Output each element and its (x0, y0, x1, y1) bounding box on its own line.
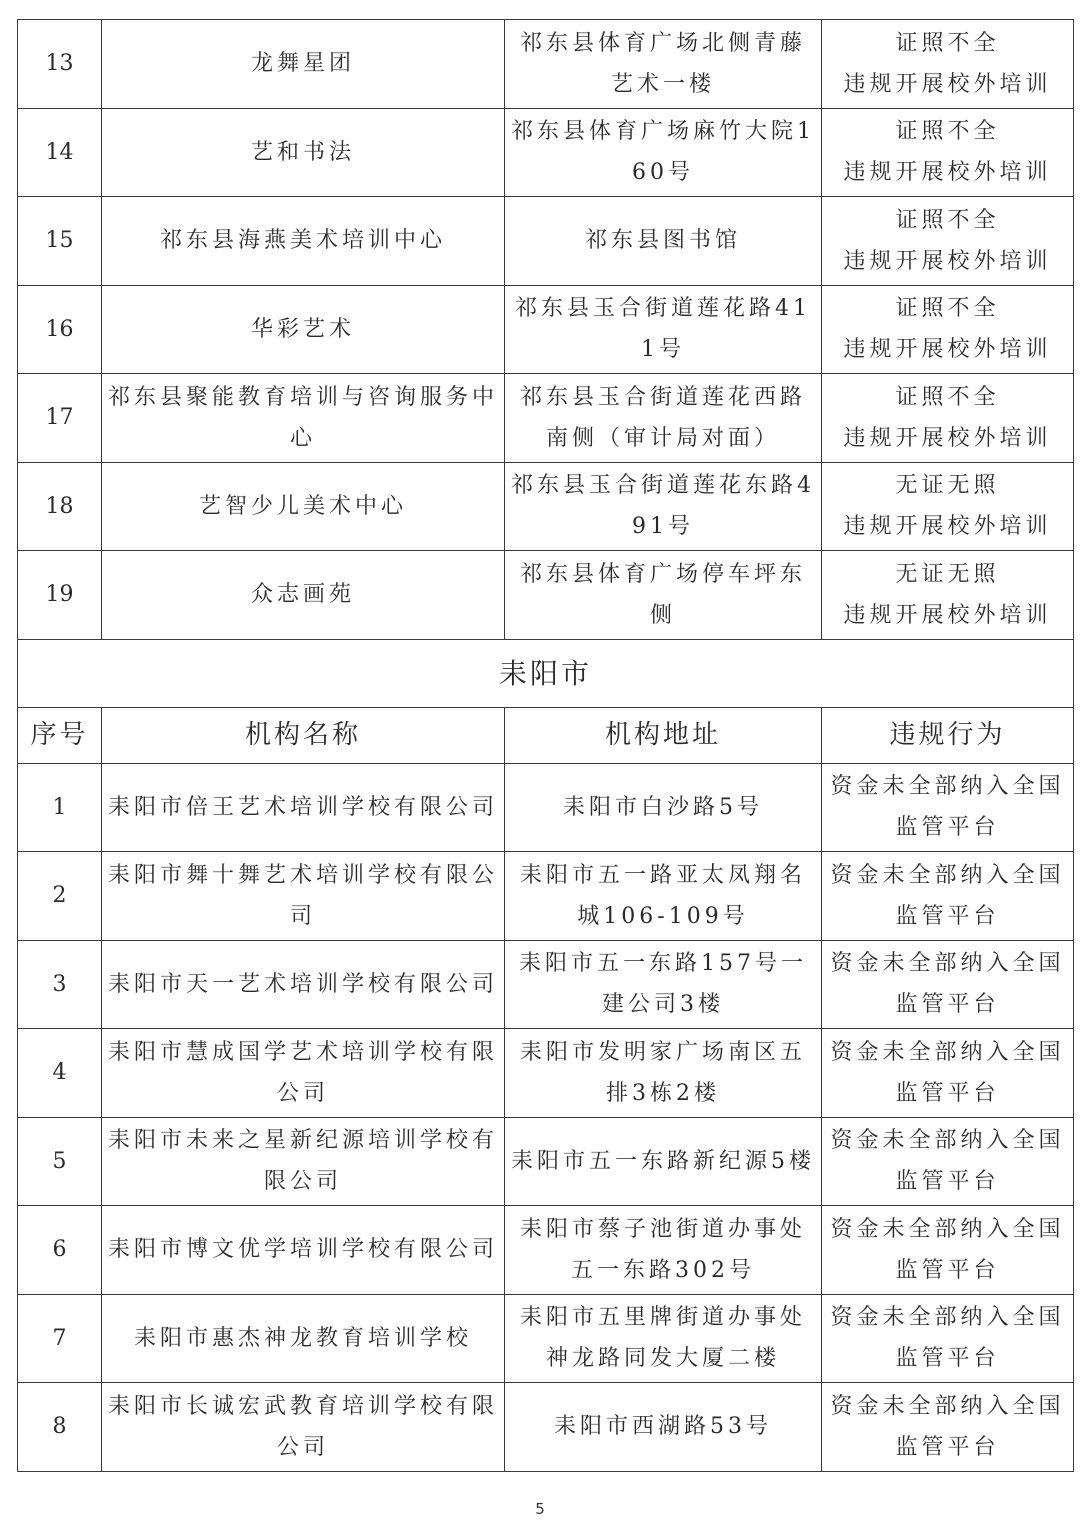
row-number: 2 (18, 852, 102, 941)
institution-name: 祁东县聚能教育培训与咨询服务中心 (102, 374, 505, 463)
table-row (18, 1117, 1074, 1206)
institution-address: 祁东县图书馆 (505, 197, 822, 286)
table-row (18, 285, 1074, 374)
institution-address: 祁东县体育广场麻竹大院160号 (505, 108, 822, 197)
institution-address: 耒阳市蔡子池街道办事处五一东路302号 (505, 1206, 822, 1295)
violation: 资金未全部纳入全国监管平台 (822, 940, 1074, 1029)
institution-name: 艺智少儿美术中心 (102, 462, 505, 551)
section-title: 耒阳市 (18, 639, 1074, 707)
violation-line-1: 证照不全 (895, 119, 1000, 145)
institution-name: 耒阳市博文优学培训学校有限公司 (102, 1206, 505, 1295)
violation-line-1: 证照不全 (895, 207, 1000, 233)
violation-line-1: 证照不全 (895, 30, 1000, 56)
table-row (18, 763, 1074, 852)
row-number: 5 (18, 1117, 102, 1206)
institution-address: 耒阳市发明家广场南区五排3栋2楼 (505, 1029, 822, 1118)
violation: 资金未全部纳入全国监管平台 (822, 852, 1074, 941)
row-number: 7 (18, 1294, 102, 1383)
violation-line-2: 违规开展校外培训 (843, 160, 1052, 186)
violation: 资金未全部纳入全国监管平台 (822, 1383, 1074, 1472)
row-number: 17 (18, 374, 102, 463)
row-number: 19 (18, 551, 102, 640)
row-number: 18 (18, 462, 102, 551)
institution-address: 耒阳市西湖路53号 (505, 1383, 822, 1472)
row-number: 14 (18, 108, 102, 197)
institution-address: 祁东县玉合街道莲花路411号 (505, 285, 822, 374)
violation: 资金未全部纳入全国监管平台 (822, 1029, 1074, 1118)
row-number: 6 (18, 1206, 102, 1295)
violation: 资金未全部纳入全国监管平台 (822, 1294, 1074, 1383)
violation (822, 374, 1074, 463)
violation-line-2: 违规开展校外培训 (843, 602, 1052, 628)
institution-address: 祁东县体育广场北侧青藤艺术一楼 (505, 20, 822, 109)
violation-line-2: 违规开展校外培训 (843, 337, 1052, 363)
violation (822, 20, 1074, 109)
table-row (18, 1029, 1074, 1118)
institution-address: 耒阳市五一东路157号一建公司3楼 (505, 940, 822, 1029)
violation-line-2: 违规开展校外培训 (843, 514, 1052, 540)
table-row (18, 1294, 1074, 1383)
table-header-row (18, 707, 1074, 763)
violation: 资金未全部纳入全国监管平台 (822, 1117, 1074, 1206)
institution-address: 祁东县体育广场停车坪东侧 (505, 551, 822, 640)
header-violation: 违规行为 (822, 707, 1074, 763)
violations-table (17, 19, 1074, 1472)
violation-line-1: 证照不全 (895, 384, 1000, 410)
institution-name: 华彩艺术 (102, 285, 505, 374)
row-number: 3 (18, 940, 102, 1029)
header-name: 机构名称 (102, 707, 505, 763)
violation-line-2: 违规开展校外培训 (843, 248, 1052, 274)
row-number: 1 (18, 763, 102, 852)
violation-line-1: 无证无照 (895, 561, 1000, 587)
institution-address: 祁东县玉合街道莲花东路491号 (505, 462, 822, 551)
institution-address: 耒阳市五里牌街道办事处神龙路同发大厦二楼 (505, 1294, 822, 1383)
violation (822, 551, 1074, 640)
row-number: 16 (18, 285, 102, 374)
institution-name: 耒阳市未来之星新纪源培训学校有限公司 (102, 1117, 505, 1206)
violation-line-2: 违规开展校外培训 (843, 425, 1052, 451)
violation: 资金未全部纳入全国监管平台 (822, 763, 1074, 852)
violation (822, 197, 1074, 286)
table-row (18, 197, 1074, 286)
violation: 资金未全部纳入全国监管平台 (822, 1206, 1074, 1295)
violation (822, 462, 1074, 551)
institution-name: 耒阳市惠杰神龙教育培训学校 (102, 1294, 505, 1383)
institution-name: 耒阳市舞十舞艺术培训学校有限公司 (102, 852, 505, 941)
institution-name: 耒阳市长诚宏武教育培训学校有限公司 (102, 1383, 505, 1472)
table-row (18, 940, 1074, 1029)
page-number: 5 (535, 1500, 545, 1518)
violation (822, 108, 1074, 197)
table-row (18, 551, 1074, 640)
institution-address: 耒阳市五一东路新纪源5楼 (505, 1117, 822, 1206)
row-number: 15 (18, 197, 102, 286)
institution-name: 艺和书法 (102, 108, 505, 197)
row-number: 8 (18, 1383, 102, 1472)
violation-line-2: 违规开展校外培训 (843, 71, 1052, 97)
institution-address: 耒阳市五一路亚太凤翔名城106-109号 (505, 852, 822, 941)
table-row (18, 20, 1074, 109)
institution-address: 祁东县玉合街道莲花西路南侧（审计局对面） (505, 374, 822, 463)
institution-name: 祁东县海燕美术培训中心 (102, 197, 505, 286)
institution-name: 耒阳市慧成国学艺术培训学校有限公司 (102, 1029, 505, 1118)
violation-line-1: 证照不全 (895, 296, 1000, 322)
table-row (18, 108, 1074, 197)
table-row (18, 374, 1074, 463)
violation-line-1: 无证无照 (895, 473, 1000, 499)
institution-name: 耒阳市倍王艺术培训学校有限公司 (102, 763, 505, 852)
table-row (18, 1383, 1074, 1472)
institution-name: 龙舞星团 (102, 20, 505, 109)
header-number: 序号 (18, 707, 102, 763)
table-row (18, 1206, 1074, 1295)
row-number: 4 (18, 1029, 102, 1118)
institution-name: 耒阳市天一艺术培训学校有限公司 (102, 940, 505, 1029)
header-address: 机构地址 (505, 707, 822, 763)
institution-name: 众志画苑 (102, 551, 505, 640)
institution-address: 耒阳市白沙路5号 (505, 763, 822, 852)
row-number: 13 (18, 20, 102, 109)
section-row (18, 639, 1074, 707)
table-row (18, 462, 1074, 551)
table-row (18, 852, 1074, 941)
violation (822, 285, 1074, 374)
